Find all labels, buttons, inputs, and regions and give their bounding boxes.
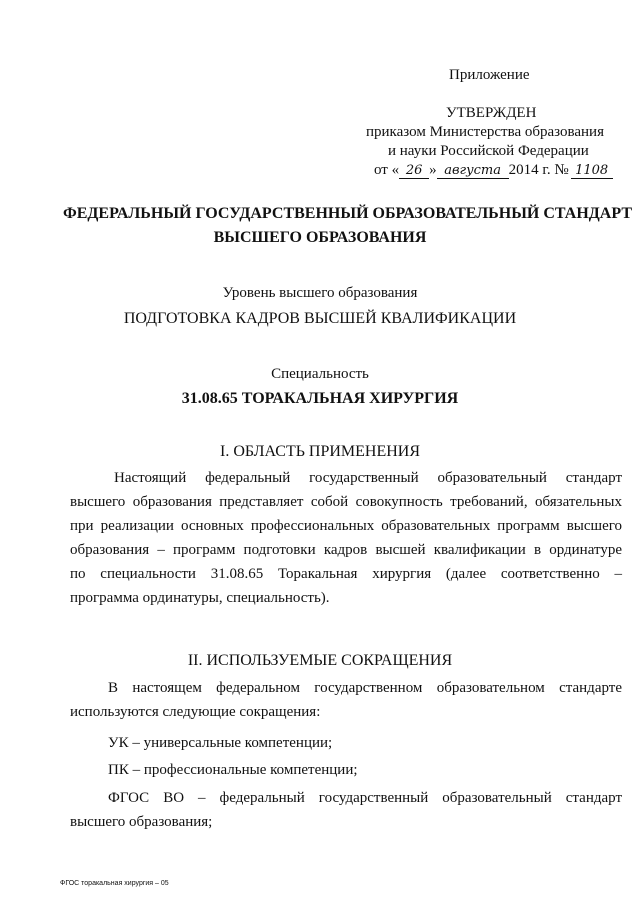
section2-intro-line: используются следующие сокращения:: [70, 704, 321, 720]
specialty-label: Специальность: [271, 366, 369, 382]
section2-intro-line: В настоящем федеральном государственном образовательном стандарте: [108, 680, 622, 696]
section1-line: образования – программ подготовки кадров высшей квалификации в ординатуре: [70, 542, 622, 558]
approval-line-1: приказом Министерства образования: [366, 124, 604, 140]
approval-date-line: [374, 162, 613, 179]
appendix-label: Приложение: [449, 67, 530, 83]
abbr-fgos-line: ФГОС ВО – федеральный государственный образовательный стандарт: [108, 790, 622, 806]
order-number: 1108: [571, 164, 613, 179]
section1-heading: I. ОБЛАСТЬ ПРИМЕНЕНИЯ: [219, 443, 421, 460]
approved-label: УТВЕРЖДЕН: [446, 105, 537, 121]
level-label: Уровень высшего образования: [222, 285, 418, 301]
date-year: 2014 г. №: [508, 162, 569, 178]
title-line-1: ФЕДЕРАЛЬНЫЙ ГОСУДАРСТВЕННЫЙ ОБРАЗОВАТЕЛЬНЫЙ СТАНДАРТ: [63, 205, 632, 222]
section2-intro: [70, 676, 622, 724]
date-month: августа: [437, 164, 509, 179]
date-prefix: от «: [374, 162, 400, 178]
section1-line: при реализации основных профессиональных образовательных программ высшего: [70, 518, 622, 534]
abbr-pk: ПК – профессиональные компетенции;: [108, 762, 358, 778]
section1-line: Настоящий федеральный государственный образовательный стандарт: [114, 470, 622, 486]
title-line-2: ВЫСШЕГО ОБРАЗОВАНИЯ: [213, 229, 427, 246]
specialty-value: 31.08.65 ТОРАКАЛЬНАЯ ХИРУРГИЯ: [181, 390, 459, 407]
abbr-fgos: [70, 786, 622, 834]
section2-heading: II. ИСПОЛЬЗУЕМЫЕ СОКРАЩЕНИЯ: [187, 652, 453, 669]
section1-line: высшего образования представляет собой совокупность требований, обязательных: [70, 494, 622, 510]
section1-paragraph: [70, 466, 622, 610]
section1-line: по специальности 31.08.65 Торакальная хирургия (далее соответственно –: [70, 566, 622, 582]
date-day: 26: [399, 164, 429, 179]
date-mid: »: [429, 162, 437, 178]
approval-line-2: и науки Российской Федерации: [388, 143, 589, 159]
page-footer: ФГОС торакальная хирургия – 05: [60, 880, 169, 887]
abbr-uk: УК – универсальные компетенции;: [108, 735, 333, 751]
abbr-fgos-line: высшего образования;: [70, 814, 213, 830]
section1-line: программа ординатуры, специальность).: [70, 590, 330, 606]
level-value: ПОДГОТОВКА КАДРОВ ВЫСШЕЙ КВАЛИФИКАЦИИ: [123, 310, 517, 327]
